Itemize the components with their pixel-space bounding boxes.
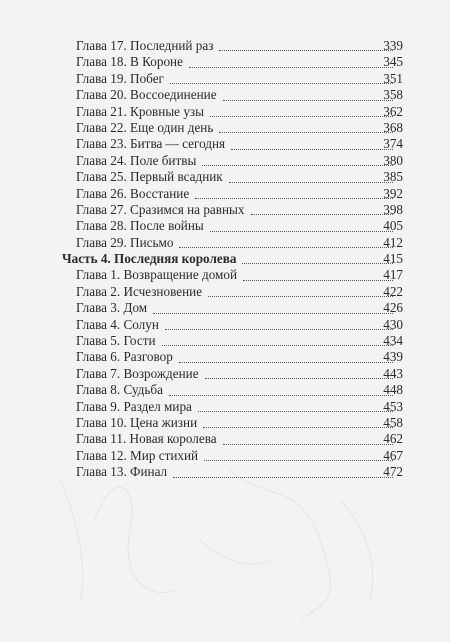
dot-leader — [231, 149, 393, 150]
dot-leader — [202, 165, 393, 166]
toc-entry-title: Глава 3. Дом — [76, 300, 148, 316]
toc-entry-title: Глава 25. Первый всадник — [76, 169, 223, 185]
dot-leader — [162, 345, 393, 346]
toc-entry-title: Глава 20. Воссоединение — [76, 87, 217, 103]
toc-entry-page-number: 362 — [383, 103, 403, 119]
dot-leader — [219, 50, 393, 51]
toc-entry — [0, 284, 450, 300]
toc-entry-page-number: 430 — [383, 316, 403, 332]
toc-entry — [0, 399, 450, 415]
toc-entry-title: Глава 2. Исчезновение — [76, 283, 203, 299]
toc-entry — [0, 415, 450, 431]
toc-entry-page-number: 392 — [383, 185, 403, 201]
toc-entry-page-number: 339 — [383, 38, 403, 53]
dot-leader — [203, 427, 393, 428]
toc-entry-page-number: 345 — [383, 54, 403, 70]
dot-leader — [189, 67, 393, 68]
toc-entry-title: Глава 23. Битва — сегодня — [76, 136, 226, 152]
toc-entry-page-number: 368 — [383, 119, 403, 135]
toc-entry — [0, 267, 450, 283]
toc-entry-title: Глава 12. Мир стихий — [76, 447, 199, 463]
toc-entry-page-number: 417 — [383, 267, 403, 283]
toc-entry — [0, 87, 450, 103]
toc-entry-title: Глава 11. Новая королева — [76, 431, 217, 447]
dot-leader — [243, 280, 393, 281]
toc-entry — [0, 448, 450, 464]
toc-entry-title: Глава 18. В Короне — [76, 54, 183, 70]
toc-entry — [0, 71, 450, 87]
toc-entry — [0, 431, 450, 447]
toc-entry-page-number: 462 — [383, 431, 403, 447]
dot-leader — [223, 100, 393, 101]
toc-part-entry — [0, 251, 450, 267]
toc-entry — [0, 186, 450, 202]
toc-entry — [0, 464, 450, 480]
toc-entry-page-number: 380 — [383, 152, 403, 168]
toc-entry-page-number: 398 — [383, 201, 403, 217]
dot-leader — [210, 231, 393, 232]
toc-entry-page-number: 405 — [383, 218, 403, 234]
toc-entry-title: Глава 1. Возвращение домой — [76, 267, 238, 283]
toc-entry-page-number: 434 — [383, 333, 403, 349]
dot-leader — [251, 214, 393, 215]
table-of-contents — [0, 38, 450, 481]
toc-entry-page-number: 351 — [383, 70, 403, 86]
dot-leader — [173, 477, 393, 478]
toc-entry — [0, 153, 450, 169]
toc-entry-page-number: 374 — [383, 136, 403, 152]
dot-leader — [170, 83, 393, 84]
dot-leader — [165, 329, 393, 330]
toc-entry — [0, 136, 450, 152]
dot-leader — [208, 296, 393, 297]
dot-leader — [169, 395, 393, 396]
dot-leader — [198, 411, 393, 412]
toc-entry-page-number: 422 — [383, 283, 403, 299]
toc-entry-page-number: 458 — [383, 414, 403, 430]
toc-entry-title: Глава 9. Раздел мира — [76, 398, 192, 414]
toc-entry-page-number: 358 — [383, 87, 403, 103]
toc-entry-page-number: 453 — [383, 398, 403, 414]
dot-leader — [179, 362, 393, 363]
toc-entry-title: Глава 4. Солун — [76, 316, 159, 332]
toc-entry-page-number: 443 — [383, 365, 403, 381]
toc-entry-title: Глава 6. Разговор — [76, 349, 173, 365]
toc-entry — [0, 54, 450, 70]
dot-leader — [210, 116, 393, 117]
toc-entry-title: Глава 10. Цена жизни — [76, 414, 198, 430]
dot-leader — [179, 247, 393, 248]
toc-entry-title: Глава 28. После войны — [76, 218, 204, 234]
toc-entry-page-number: 385 — [383, 169, 403, 185]
toc-entry — [0, 317, 450, 333]
toc-entry-title: Глава 13. Финал — [76, 464, 168, 480]
toc-entry-title: Глава 17. Последний раз — [76, 38, 214, 53]
dot-leader — [195, 198, 393, 199]
toc-entry-title: Глава 21. Кровные узы — [76, 103, 204, 119]
dot-leader — [205, 378, 393, 379]
toc-entry-title: Глава 27. Сразимся на равных — [76, 201, 245, 217]
toc-entry — [0, 218, 450, 234]
toc-entry — [0, 333, 450, 349]
toc-entry-page-number: 439 — [383, 349, 403, 365]
dot-leader — [219, 132, 393, 133]
toc-entry-page-number: 426 — [383, 300, 403, 316]
toc-entry — [0, 38, 450, 54]
toc-entry — [0, 169, 450, 185]
dot-leader — [204, 460, 393, 461]
dot-leader — [153, 313, 393, 314]
toc-entry — [0, 382, 450, 398]
toc-entry — [0, 300, 450, 316]
toc-entry-page-number: 472 — [383, 464, 403, 480]
toc-entry — [0, 202, 450, 218]
toc-entry — [0, 104, 450, 120]
toc-entry-title: Глава 24. Поле битвы — [76, 152, 197, 168]
toc-entry — [0, 235, 450, 251]
toc-entry-title: Глава 26. Восстание — [76, 185, 190, 201]
toc-entry — [0, 120, 450, 136]
toc-entry-page-number: 467 — [383, 447, 403, 463]
toc-entry — [0, 366, 450, 382]
toc-entry-page-number: 415 — [383, 251, 403, 267]
toc-entry-title: Глава 5. Гости — [76, 333, 156, 349]
toc-entry-title: Часть 4. Последняя королева — [62, 251, 237, 267]
toc-entry-title: Глава 7. Возрождение — [76, 365, 199, 381]
dot-leader — [223, 444, 393, 445]
toc-entry-title: Глава 22. Еще один день — [76, 119, 214, 135]
toc-entry-title: Глава 19. Побег — [76, 70, 164, 86]
toc-entry-title: Глава 8. Судьба — [76, 382, 163, 398]
dot-leader — [229, 182, 393, 183]
toc-entry — [0, 349, 450, 365]
toc-entry-page-number: 448 — [383, 382, 403, 398]
dot-leader — [242, 263, 393, 264]
toc-entry-title: Глава 29. Письмо — [76, 234, 174, 250]
toc-entry-page-number: 412 — [383, 234, 403, 250]
